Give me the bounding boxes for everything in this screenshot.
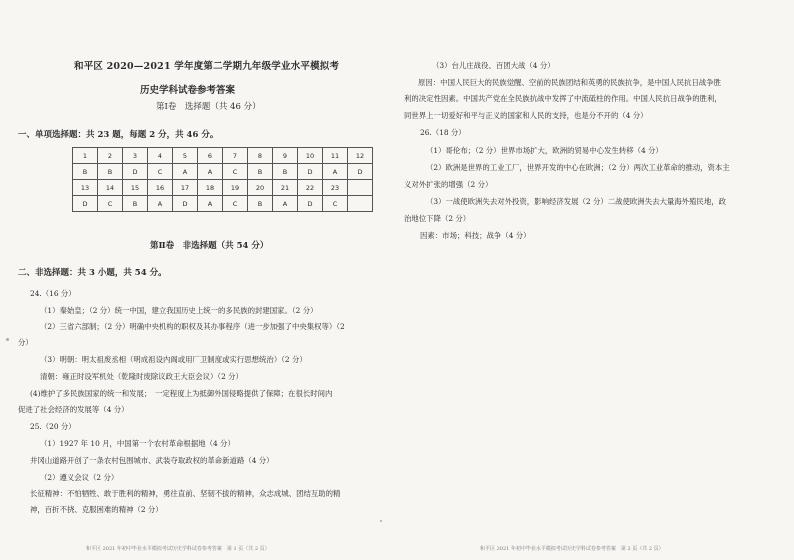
answer-cell: D — [298, 196, 323, 212]
question-number-cell: 7 — [223, 148, 248, 164]
answer-cell: D — [298, 164, 323, 180]
q25-reason-1: 原因：中国人民巨大的民族觉醒、空前的民族团结和英勇的民族抗争，是中国人民抗日战争胜 — [418, 78, 722, 87]
question-number-cell: 4 — [148, 148, 173, 164]
answer-cell: A — [198, 164, 223, 180]
q24-answer-4-cont: 促进了社会经济的发展等（4 分） — [18, 405, 129, 414]
answer-cell: A — [273, 196, 298, 212]
part2-heading: 第Ⅱ卷 非选择题（共 54 分） — [150, 241, 269, 251]
q25-answer-2-spirit: 长征精神：不怕牺牲、敢于胜利的精神，勇往直前、坚韧不拔的精神，众志成城、团结互助的精 — [30, 489, 341, 498]
answer-cell: C — [98, 196, 123, 212]
answer-cell: D — [123, 164, 148, 180]
question-number-cell — [348, 180, 373, 196]
answer-cell: B — [123, 196, 148, 212]
answer-cell: A — [198, 196, 223, 212]
scan-speck — [6, 338, 9, 341]
question-number-cell: 9 — [273, 148, 298, 164]
answer-cell: B — [73, 164, 98, 180]
answer-cell: D — [173, 196, 198, 212]
answer-cell: C — [223, 196, 248, 212]
answer-key-subtitle: 历史学科试卷参考答案 — [140, 85, 236, 96]
question-number-cell: 13 — [73, 180, 98, 196]
question-number-cell: 18 — [198, 180, 223, 196]
answer-cell — [348, 196, 373, 212]
q24-header: 24.（16 分） — [30, 289, 76, 298]
q26-factors: 因素：市场；科技；战争（4 分） — [420, 231, 531, 240]
q26-header: 26.（18 分） — [420, 128, 466, 137]
q26-answer-2-cont: 义对外扩张的增强（2 分） — [404, 180, 493, 189]
question-number-cell: 1 — [73, 148, 98, 164]
q25-answer-2: （2）遵义会议（2 分） — [40, 473, 119, 482]
question-number-cell: 23 — [323, 180, 348, 196]
answer-cell: C — [223, 164, 248, 180]
answer-cell: D — [348, 164, 373, 180]
q25-reason-2: 利的决定性因素。中国共产党在全民族抗战中发挥了中流砥柱的作用。中国人民抗日战争的胜利， — [404, 94, 722, 103]
single-choice-heading: 一、单项选择题：共 23 题，每题 2 分，共 46 分。 — [18, 130, 219, 140]
question-number-row — [73, 148, 373, 164]
q25-answer-3: （3）台儿庄战役、百团大战（4 分） — [432, 61, 555, 70]
question-number-row — [73, 180, 373, 196]
question-number-cell: 5 — [173, 148, 198, 164]
q26-answer-1: （1）哥伦布；（2 分）世界市场扩大，欧洲的贸易中心发生转移（4 分） — [426, 146, 663, 155]
question-number-cell: 20 — [248, 180, 273, 196]
scan-speck — [380, 520, 382, 522]
question-number-cell: 10 — [298, 148, 323, 164]
page-footer: 和平区 2021 年初中毕业水平模拟考试历史学科试卷参考答案 第 1 页（共 2 页） — [86, 546, 270, 552]
question-number-cell: 3 — [123, 148, 148, 164]
q25-answer-2-spirit-cont: 神，百折不挠、克服困难的精神（2 分） — [30, 505, 163, 514]
exam-title: 和平区 2020—2021 学年度第二学期九年级学业水平模拟考 — [74, 61, 340, 72]
answer-cell: B — [273, 164, 298, 180]
q24-answer-1: （1）秦始皇；（2 分）统一中国，建立我国历史上统一的多民族的封建国家。（2 分） — [40, 306, 318, 315]
answer-cell: C — [323, 196, 348, 212]
q24-answer-2: （2）三省六部制；（2 分）明确中央机构的职权及其办事程序（进一步加强了中央集权等）（2 — [40, 322, 345, 331]
question-number-cell: 6 — [198, 148, 223, 164]
question-number-cell: 12 — [348, 148, 373, 164]
question-number-cell: 11 — [323, 148, 348, 164]
answer-cell: A — [323, 164, 348, 180]
answer-cell: A — [173, 164, 198, 180]
q25-header: 25.（20 分） — [30, 422, 76, 431]
answer-table — [72, 147, 373, 212]
question-number-cell: 22 — [298, 180, 323, 196]
q26-answer-3-cont: 治地位下降（2 分） — [404, 214, 471, 223]
question-number-cell: 8 — [248, 148, 273, 164]
question-number-cell: 14 — [98, 180, 123, 196]
answer-cell: B — [248, 164, 273, 180]
question-number-cell: 19 — [223, 180, 248, 196]
question-number-cell: 21 — [273, 180, 298, 196]
answer-row — [73, 164, 373, 180]
answer-row — [73, 196, 373, 212]
question-number-cell: 15 — [123, 180, 148, 196]
answer-cell: A — [148, 196, 173, 212]
answer-cell: B — [98, 164, 123, 180]
question-number-cell: 2 — [98, 148, 123, 164]
part1-heading: 第Ⅰ卷 选择题（共 46 分） — [156, 102, 261, 112]
q24-answer-2-cont: 分） — [18, 338, 33, 347]
answer-cell: B — [248, 196, 273, 212]
q25-answer-1a: （1）1927 年 10 月，中国第一个农村革命根据地（4 分） — [40, 439, 235, 448]
q26-answer-2: （2）欧洲是世界的工业工厂，世界开发的中心在欧洲；（2 分）两次工业革命的推动，资本主 — [426, 163, 730, 172]
page-footer: 和平区 2021 年初中毕业水平模拟考试历史学科试卷参考答案 第 2 页（共 2 页） — [480, 546, 664, 552]
answer-cell: D — [73, 196, 98, 212]
question-number-cell: 16 — [148, 180, 173, 196]
q25-reason-3: 同世界上一切爱好和平与正义的国家和人民的支持，也是分不开的（4 分） — [404, 111, 648, 120]
q26-answer-3: （3）一战使欧洲失去对外投资，影响经济发展（2 分）二战使欧洲失去大量海外殖民地，政 — [426, 197, 726, 206]
q24-answer-3a: （3）明朝：明太祖废丞相（明成祖设内阁或用厂卫制度或实行思想统治）（2 分） — [40, 355, 307, 364]
question-number-cell: 17 — [173, 180, 198, 196]
q24-answer-3b: 清朝：雍正时设军机处（乾隆时废除议政王大臣会议）（2 分） — [40, 372, 243, 381]
q25-answer-1b: 井冈山道路开创了一条农村包围城市、武装夺取政权的革命新道路（4 分） — [30, 456, 274, 465]
q24-answer-4: (4)维护了多民族国家的统一和发展； 一定程度上为抵御外国侵略提供了保障；在很长时间内 — [30, 389, 333, 398]
answer-cell: C — [148, 164, 173, 180]
nonchoice-heading: 二、非选择题：共 3 小题，共 54 分。 — [18, 268, 167, 278]
right-page — [400, 0, 794, 560]
